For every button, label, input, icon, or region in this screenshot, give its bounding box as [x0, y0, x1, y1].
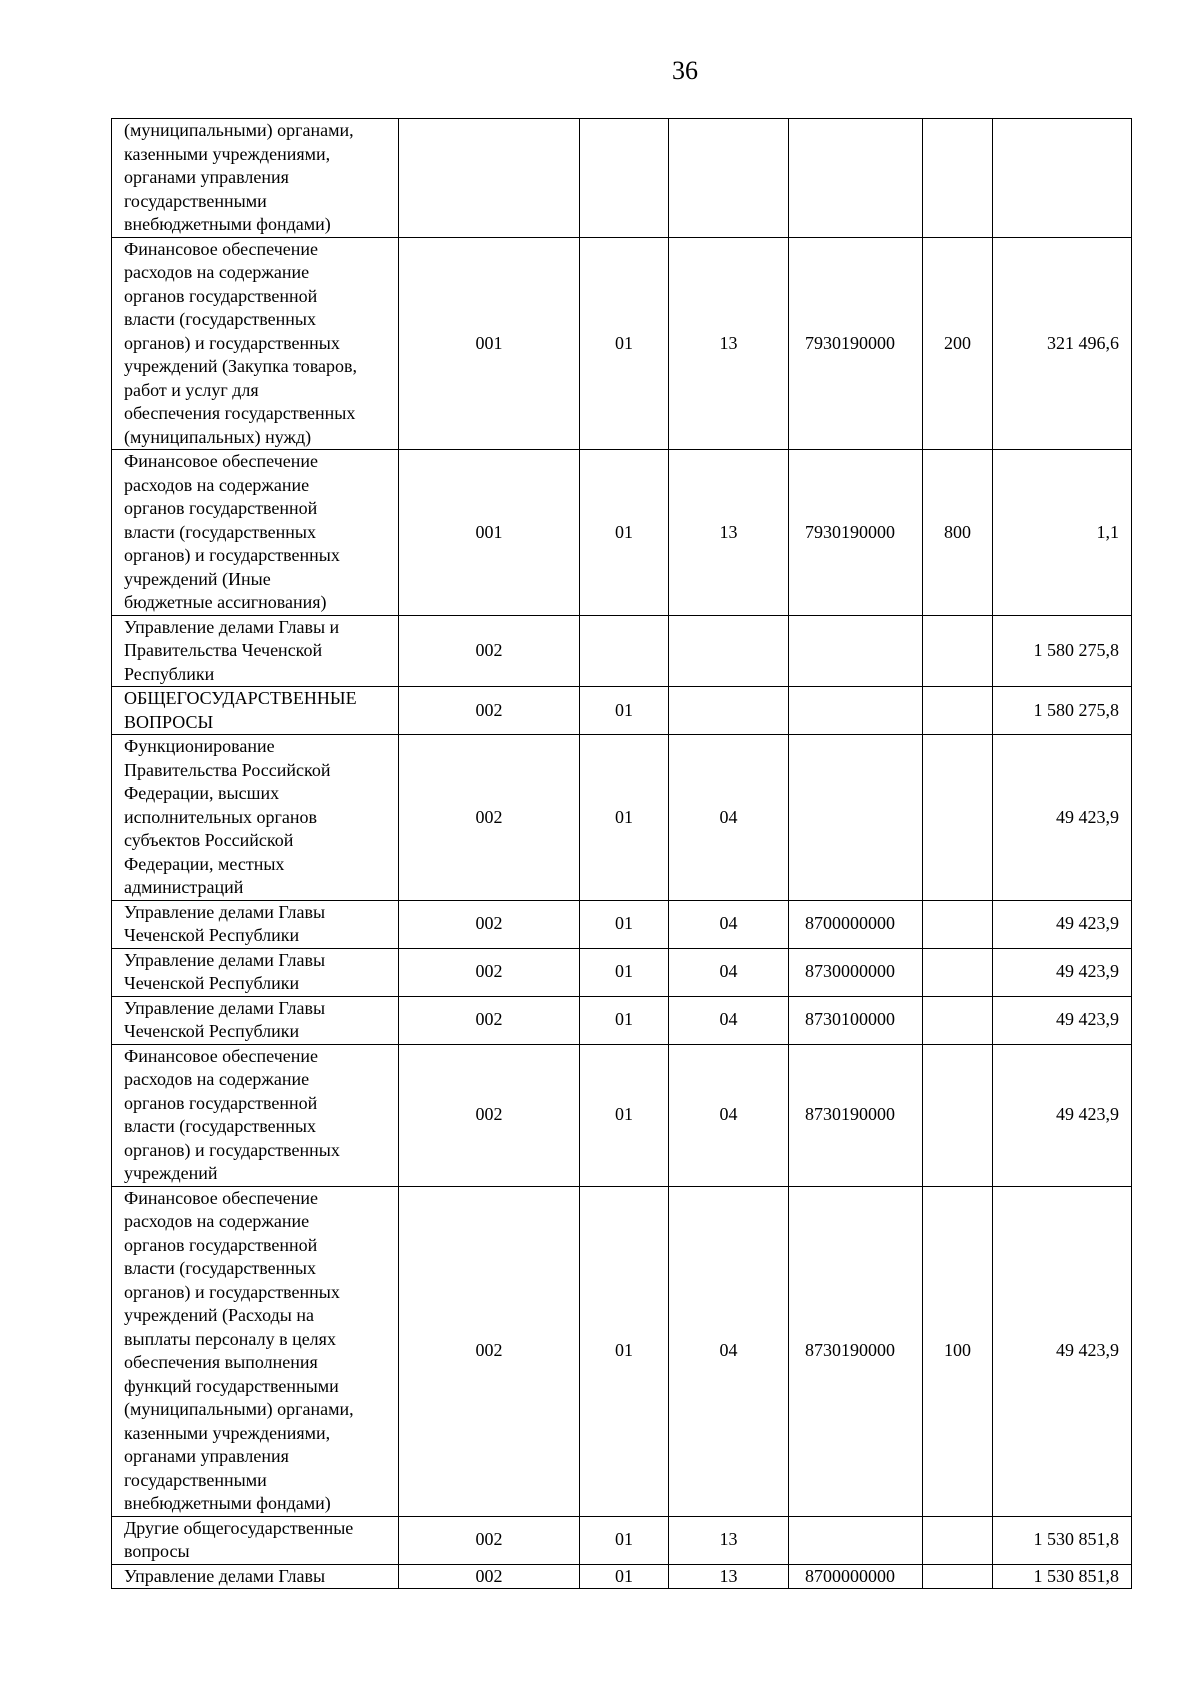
expense-name-cell	[112, 735, 399, 901]
subsection-code-cell: 04	[669, 1044, 789, 1186]
expense-name-cell	[112, 900, 399, 948]
budget-table	[111, 118, 1132, 1589]
amount-cell: 1,1	[993, 450, 1132, 616]
target-article-cell: 8730190000	[789, 1186, 923, 1516]
expense-name-text: Управление делами Главы Чеченской Республики	[124, 901, 326, 945]
target-article-cell	[789, 687, 923, 735]
table-row	[112, 735, 1132, 901]
amount-cell: 321 496,6	[993, 237, 1132, 450]
expense-name-text: Управление делами Главы Чеченской Республики	[124, 949, 326, 993]
subsection-code-cell	[669, 119, 789, 238]
section-code-cell: 01	[580, 687, 669, 735]
ministry-code-cell: 001	[399, 237, 580, 450]
target-article-cell: 8700000000	[789, 900, 923, 948]
expense-name-cell	[112, 948, 399, 996]
section-code-cell: 01	[580, 948, 669, 996]
subsection-code-cell: 04	[669, 735, 789, 901]
target-article-cell: 8700000000	[789, 1564, 923, 1589]
table-row	[112, 1044, 1132, 1186]
expense-name-text: Управление делами Главы	[124, 1565, 326, 1586]
table-row	[112, 450, 1132, 616]
subsection-code-cell: 13	[669, 237, 789, 450]
expense-type-cell	[923, 1044, 993, 1186]
expense-type-cell: 100	[923, 1186, 993, 1516]
expense-name-text: Финансовое обеспечение расходов на содержание органов государственной власти (государственных органов) и государственных учреждений (Закупка товаров, работ и услуг для обеспечения государственных (муниципальных) нужд)	[124, 238, 357, 447]
target-article-cell	[789, 735, 923, 901]
expense-name-text: Управление делами Главы Чеченской Республики	[124, 997, 326, 1041]
expense-name-text: (муниципальными) органами, казенными учреждениями, органами управления государственными внебюджетными фондами)	[124, 120, 354, 234]
table-row	[112, 687, 1132, 735]
ministry-code-cell: 002	[399, 996, 580, 1044]
subsection-code-cell: 04	[669, 996, 789, 1044]
section-code-cell: 01	[580, 450, 669, 616]
subsection-code-cell: 13	[669, 1564, 789, 1589]
ministry-code-cell: 002	[399, 1186, 580, 1516]
amount-cell: 49 423,9	[993, 735, 1132, 901]
expense-type-cell	[923, 735, 993, 901]
ministry-code-cell: 002	[399, 615, 580, 687]
section-code-cell: 01	[580, 237, 669, 450]
section-code-cell: 01	[580, 996, 669, 1044]
expense-type-cell	[923, 615, 993, 687]
section-code-cell: 01	[580, 1186, 669, 1516]
expense-name-text: Функционирование Правительства Российской Федерации, высших исполнительных органов субъектов Российской Федерации, местных администраций	[124, 736, 331, 897]
expense-name-text: ОБЩЕГОСУДАРСТВЕННЫЕ ВОПРОСЫ	[124, 688, 357, 732]
ministry-code-cell: 001	[399, 450, 580, 616]
subsection-code-cell: 13	[669, 1516, 789, 1564]
target-article-cell	[789, 1516, 923, 1564]
ministry-code-cell: 002	[399, 735, 580, 901]
amount-cell: 1 580 275,8	[993, 615, 1132, 687]
subsection-code-cell	[669, 615, 789, 687]
ministry-code-cell: 002	[399, 687, 580, 735]
subsection-code-cell: 04	[669, 948, 789, 996]
target-article-cell: 7930190000	[789, 237, 923, 450]
section-code-cell: 01	[580, 1044, 669, 1186]
table-row	[112, 996, 1132, 1044]
expense-name-cell	[112, 237, 399, 450]
amount-cell: 1 530 851,8	[993, 1516, 1132, 1564]
target-article-cell: 8730190000	[789, 1044, 923, 1186]
expense-name-text: Другие общегосударственные вопросы	[124, 1517, 354, 1561]
expense-name-text: Финансовое обеспечение расходов на содержание органов государственной власти (государственных органов) и государственных учреждений (Иные бюджетные ассигнования)	[124, 451, 340, 612]
table-row	[112, 1186, 1132, 1516]
amount-cell: 1 530 851,8	[993, 1564, 1132, 1589]
expense-name-cell	[112, 687, 399, 735]
expense-name-cell	[112, 996, 399, 1044]
expense-name-cell	[112, 119, 399, 238]
expense-type-cell	[923, 948, 993, 996]
expense-type-cell	[923, 996, 993, 1044]
amount-cell: 49 423,9	[993, 948, 1132, 996]
expense-type-cell	[923, 687, 993, 735]
expense-type-cell: 800	[923, 450, 993, 616]
expense-type-cell	[923, 1516, 993, 1564]
subsection-code-cell: 13	[669, 450, 789, 616]
expense-type-cell	[923, 900, 993, 948]
target-article-cell	[789, 615, 923, 687]
table-row	[112, 237, 1132, 450]
expense-name-cell	[112, 1186, 399, 1516]
amount-cell: 49 423,9	[993, 1044, 1132, 1186]
table-body	[112, 119, 1132, 1589]
expense-name-text: Управление делами Главы и Правительства Чеченской Республики	[124, 616, 340, 684]
expense-name-cell	[112, 1044, 399, 1186]
subsection-code-cell: 04	[669, 1186, 789, 1516]
table-row	[112, 900, 1132, 948]
expense-type-cell: 200	[923, 237, 993, 450]
ministry-code-cell	[399, 119, 580, 238]
expense-name-cell	[112, 615, 399, 687]
table-row	[112, 615, 1132, 687]
ministry-code-cell: 002	[399, 1516, 580, 1564]
ministry-code-cell: 002	[399, 1564, 580, 1589]
amount-cell: 49 423,9	[993, 1186, 1132, 1516]
table-row	[112, 1516, 1132, 1564]
section-code-cell: 01	[580, 900, 669, 948]
table-row	[112, 119, 1132, 238]
expense-type-cell	[923, 119, 993, 238]
target-article-cell	[789, 119, 923, 238]
expense-name-cell	[112, 450, 399, 616]
expense-name-cell	[112, 1564, 399, 1589]
amount-cell: 49 423,9	[993, 996, 1132, 1044]
section-code-cell: 01	[580, 735, 669, 901]
section-code-cell: 01	[580, 1564, 669, 1589]
section-code-cell	[580, 615, 669, 687]
target-article-cell: 7930190000	[789, 450, 923, 616]
subsection-code-cell	[669, 687, 789, 735]
ministry-code-cell: 002	[399, 948, 580, 996]
target-article-cell: 8730100000	[789, 996, 923, 1044]
expense-name-cell	[112, 1516, 399, 1564]
amount-cell: 49 423,9	[993, 900, 1132, 948]
amount-cell: 1 580 275,8	[993, 687, 1132, 735]
subsection-code-cell: 04	[669, 900, 789, 948]
table-row	[112, 948, 1132, 996]
expense-name-text: Финансовое обеспечение расходов на содержание органов государственной власти (государственных органов) и государственных учреждений (Расходы на выплаты персоналу в целях обеспечения выполнения функций государственными (муниципальными) органами, казенными учреждениями, органами управления государственными внебюджетными фондами)	[124, 1187, 354, 1513]
section-code-cell: 01	[580, 1516, 669, 1564]
amount-cell	[993, 119, 1132, 238]
page-number: 36	[672, 56, 698, 85]
ministry-code-cell: 002	[399, 900, 580, 948]
table-row	[112, 1564, 1132, 1589]
section-code-cell	[580, 119, 669, 238]
expense-type-cell	[923, 1564, 993, 1589]
expense-name-text: Финансовое обеспечение расходов на содержание органов государственной власти (государственных органов) и государственных учреждений	[124, 1045, 340, 1183]
ministry-code-cell: 002	[399, 1044, 580, 1186]
target-article-cell: 8730000000	[789, 948, 923, 996]
